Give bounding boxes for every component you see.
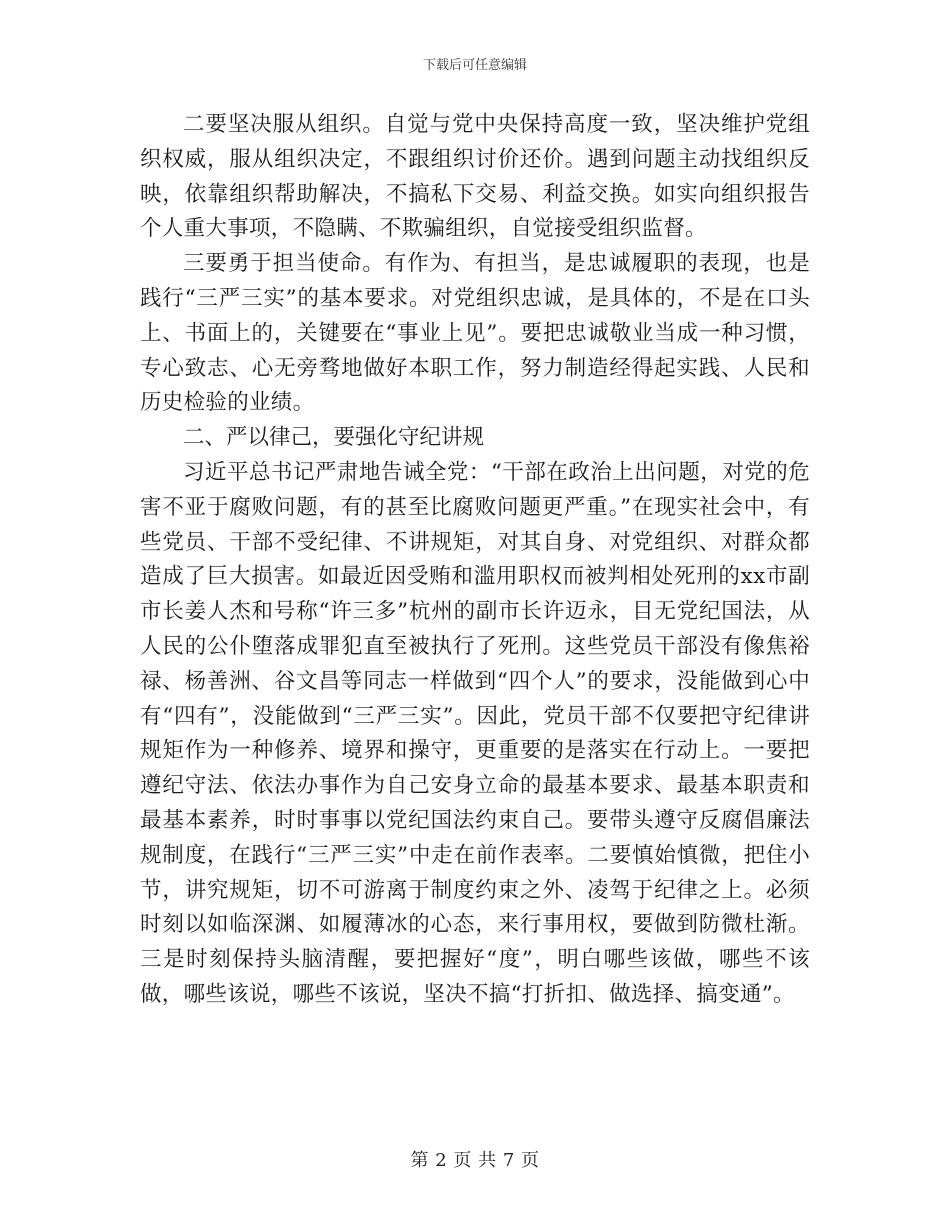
- page-header: 下载后可任意编辑: [422, 58, 527, 73]
- paragraph-take-responsibility: 三要勇于担当使命。有作为、有担当，是忠诚履职的表现，也是践行“三严三实”的基本要求。对党组织忠诚，是具体的，不是在口头上、书面上的，关键要在“事业上见”。要把忠诚敬业当成一种习惯，专心致志、心无旁骛地做好本职工作，努力制造经得起实践、人民和历史检验的业绩。: [140, 251, 810, 416]
- section-heading: 二、严以律己，要强化守纪讲规: [183, 425, 485, 451]
- document-body: [140, 108, 810, 1013]
- paragraph-obey-organization: 二要坚决服从组织。自觉与党中央保持高度一致，坚决维护党组织权威，服从组织决定，不跟组织讨价还价。遇到问题主动找组织反映，依靠组织帮助解决，不搞私下交易、利益交换。如实向组织报告个人重大事项，不隐瞒、不欺骗组织，自觉接受组织监督。: [140, 112, 810, 242]
- page-number: 第 2 页 共 7 页: [410, 1150, 540, 1171]
- paragraph-discipline: 习近平总书记严肃地告诫全党：“干部在政治上出问题，对党的危害不亚于腐败问题，有的甚至比腐败问题更严重。”在现实社会中，有些党员、干部不受纪律、不讲规矩，对其自身、对党组织、对群众都造成了巨大损害。如最近因受贿和滥用职权而被判相处死刑的xx市副市长姜人杰和号称“许三多”杭州的副市长许迈永，目无党纪国法，从人民的公仆堕落成罪犯直至被执行了死刑。这些党员干部没有像焦裕禄、杨善洲、谷文昌等同志一样做到“四个人”的要求，没能做到心中有“四有”，没能做到“三严三实”。因此，党员干部不仅要把守纪律讲规矩作为一种修养、境界和操守，更重要的是落实在行动上。一要把遵纪守法、依法办事作为自己安身立命的最基本要求、最基本职责和最基本素养，时时事事以党纪国法约束自己。要带头遵守反腐倡廉法规制度，在践行“三严三实”中走在前作表率。二要慎始慎微，把住小节，讲究规矩，切不可游离于制度约束之外、凌驾于纪律之上。必须时刻以如临深渊、如履薄冰的心态，来行事用权，要做到防微杜渐。三是时刻保持头脑清醒，要把握好“度”，明白哪些该做，哪些不该做，哪些该说，哪些不该说，坚决不搞“打折扣、做选择、搞变通”。: [140, 459, 810, 1007]
